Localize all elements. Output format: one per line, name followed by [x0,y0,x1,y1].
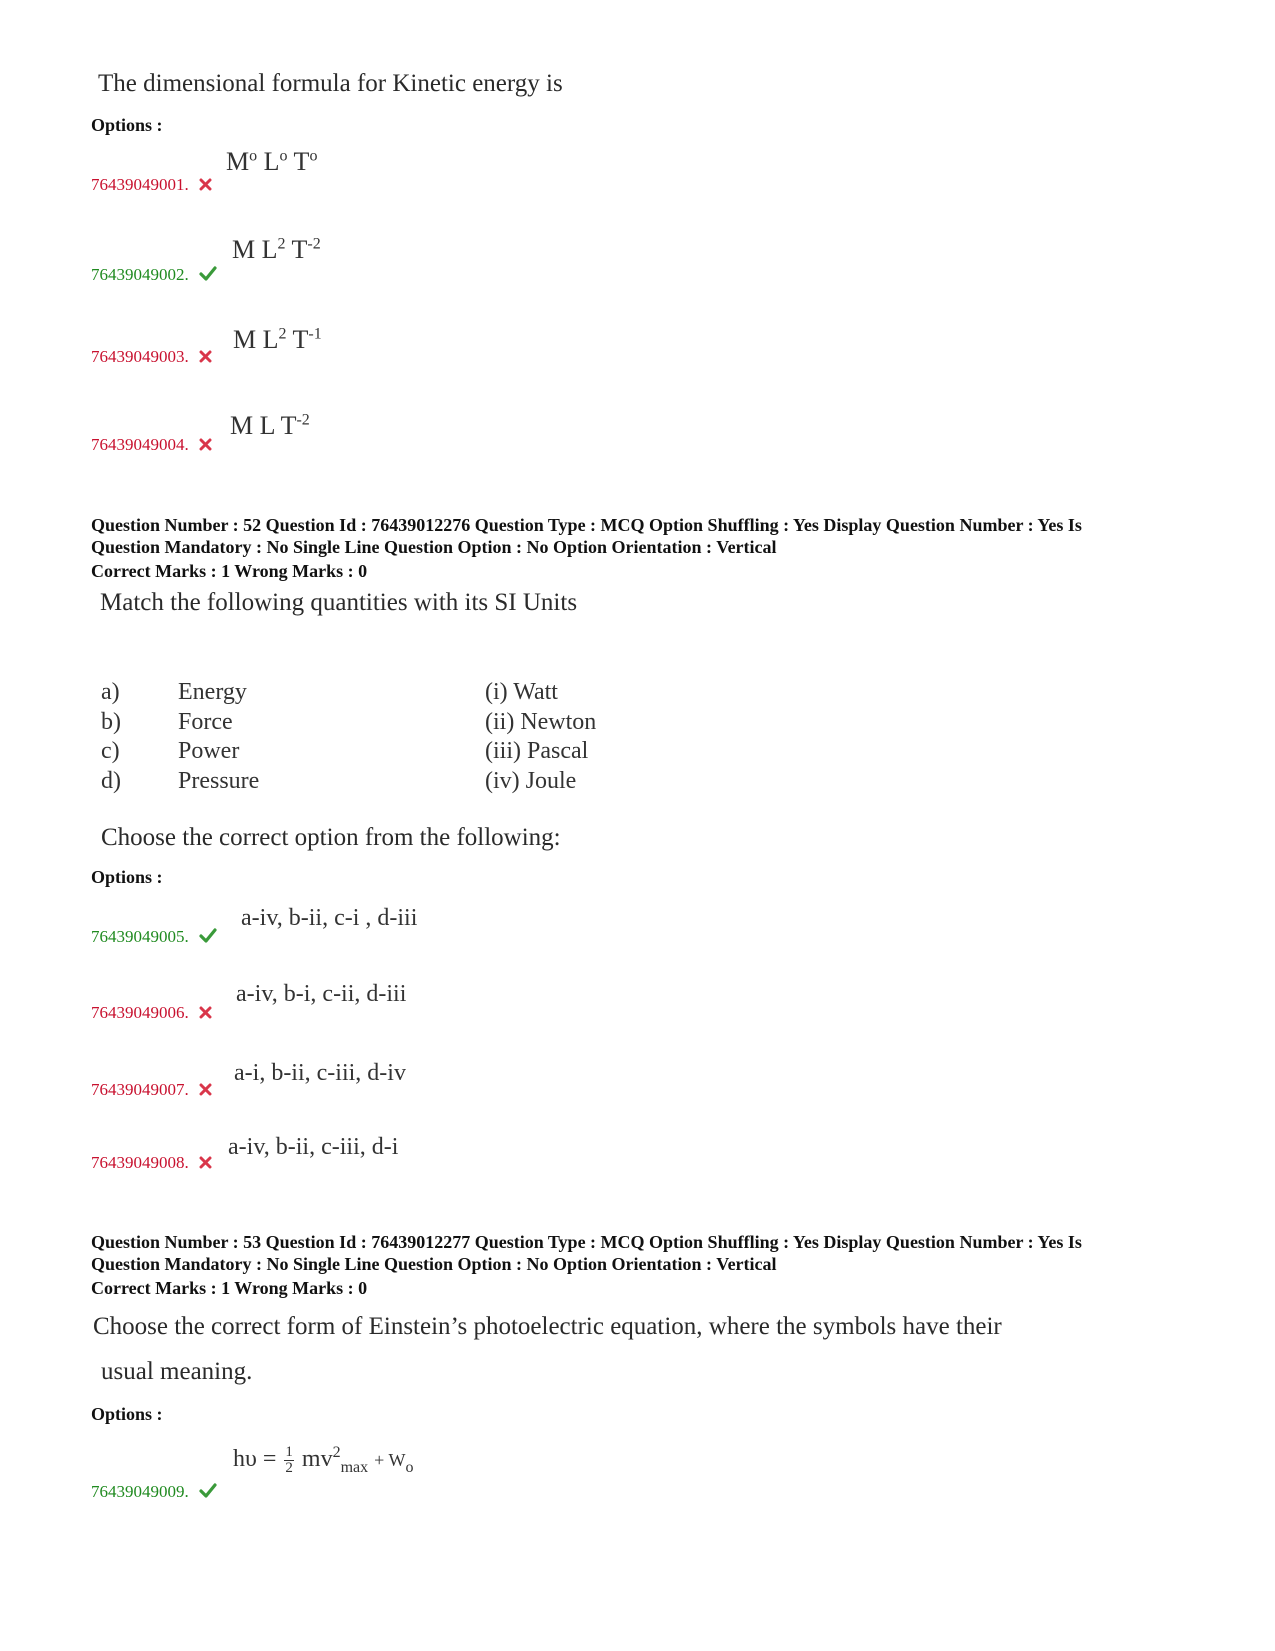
option-id: 76439049006. [91,1003,189,1022]
check-icon [199,266,217,286]
option-id: 76439049009. [91,1482,189,1501]
option-row[interactable] [91,175,212,196]
match-units: (i) Watt (ii) Newton (iii) Pascal (iv) Joule [485,679,597,794]
option-formula: M L $T^{-2}$ [230,411,310,440]
option-id: 76439049005. [91,927,189,946]
options-label: Options : [91,867,163,887]
option-text: a-iv, b-i, c-ii, d-iii [236,981,407,1007]
option-id: 76439049003. [91,347,189,366]
options-label: Options : [91,115,163,135]
option-row[interactable] [91,265,217,286]
cross-icon [199,1004,212,1024]
option-id: 76439049004. [91,435,189,454]
options-label: Options : [91,1404,163,1424]
option-row[interactable] [91,1153,212,1174]
option-text: a-iv, b-ii, c-iii, d-i [228,1134,399,1160]
option-row[interactable] [91,927,217,948]
option-row[interactable] [91,347,212,368]
check-icon [199,928,217,948]
option-text: a-i, b-ii, c-iii, d-iv [234,1060,406,1086]
cross-icon [199,1081,212,1101]
question-meta: Question Number : 53 Question Id : 76439012277 Question Type : MCQ Option Shuffling : Yes Display Question Number : Yes Is Question Mandatory : No Single Line Question Option : No Option Orientation : Vertical [91,1232,1082,1274]
check-icon [199,1483,217,1503]
match-quantities: Energy Force Power Pressure [178,679,260,794]
option-id: 76439049002. [91,265,189,284]
question-text: usual meaning. [101,1358,253,1385]
cross-icon [199,436,212,456]
option-id: 76439049008. [91,1153,189,1172]
question-text: Match the following quantities with its SI Units [100,589,578,616]
cross-icon [199,348,212,368]
question-marks: Correct Marks : 1 Wrong Marks : 0 [91,1278,368,1298]
option-row[interactable] [91,1003,212,1024]
option-formula: M $L^2$ $T^{-2}$ [232,235,321,264]
question-meta: Question Number : 52 Question Id : 76439012276 Question Type : MCQ Option Shuffling : Yes Display Question Number : Yes Is Question Mandatory : No Single Line Question Option : No Option Orientation : Vertical [91,515,1082,557]
question-instruction: Choose the correct option from the following: [101,824,561,851]
option-row[interactable] [91,435,212,456]
question-text: Choose the correct form of Einstein’s photoelectric equation, where the symbols have their [93,1313,1002,1340]
option-formula: M $L^2$ $T^{-1}$ [233,325,322,354]
question-marks: Correct Marks : 1 Wrong Marks : 0 [91,561,368,581]
option-id: 76439049001. [91,175,189,194]
match-letters: a) b) c) d) [101,679,121,794]
option-row[interactable] [91,1482,217,1503]
option-formula: hυ = $\frac{1}{2}$ $mv^2_{max} + W_o$ [233,1444,414,1476]
cross-icon [199,176,212,196]
option-formula: $M^o$ $L^o$ $T^o$ [226,147,318,176]
question-text: The dimensional formula for Kinetic energy is [98,70,563,97]
option-row[interactable] [91,1080,212,1101]
option-text: a-iv, b-ii, c-i , d-iii [241,905,418,931]
option-id: 76439049007. [91,1080,189,1099]
cross-icon [199,1154,212,1174]
